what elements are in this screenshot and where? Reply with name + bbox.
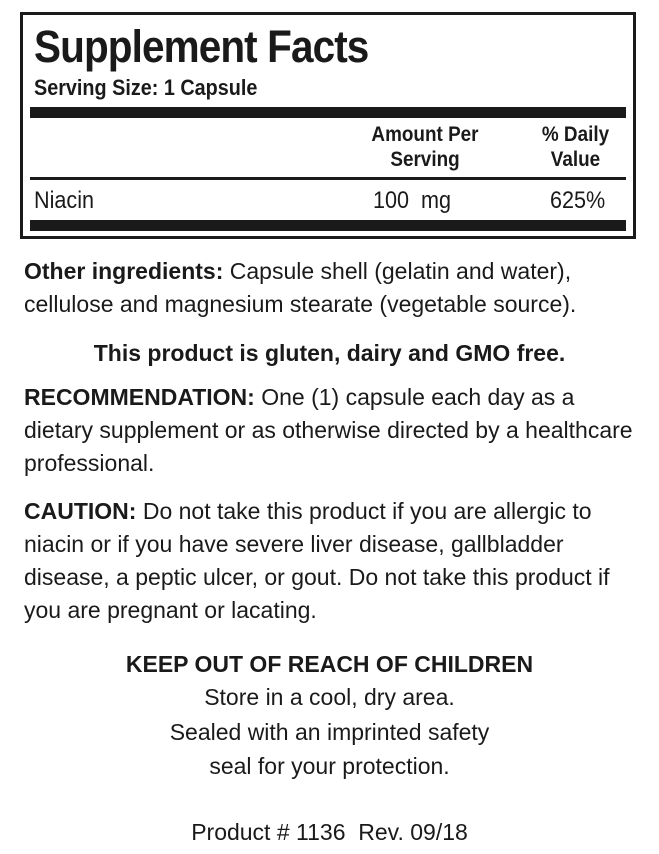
amount-unit: mg	[421, 187, 452, 214]
recommendation-text: One (1) capsule each day as a dietary supplement or as otherwise directed by a healthcare professional.	[24, 384, 633, 476]
product-number: Product # 1136 Rev. 09/18	[191, 819, 468, 845]
amount-header-line-2: Serving	[390, 148, 460, 171]
other-ingredients-text: Capsule shell (gelatin and water), cellulose and magnesium stearate (vegetable source).	[24, 258, 577, 317]
keep-out-warning: KEEP OUT OF REACH OF CHILDREN	[125, 651, 534, 677]
nutrient-amount	[373, 187, 451, 215]
caution-text: Do not take this product if you are allergic to niacin or if you have severe liver disease, gallbladder disease, a peptic ulcer, or gout. Do not take this product if you are pregnant or lacating.	[24, 498, 610, 623]
amount-header-line-1: Amount Per	[371, 123, 479, 146]
nutrient-daily-value: 625%	[550, 187, 606, 214]
thick-divider-top	[30, 107, 626, 118]
panel-title: Supplement Facts	[34, 21, 369, 72]
caution	[24, 495, 634, 627]
caution-label: CAUTION:	[24, 498, 137, 524]
thick-divider-bottom	[30, 220, 626, 231]
nutrient-name: Niacin	[34, 187, 95, 214]
dv-header-line-2: Value	[550, 148, 601, 171]
other-ingredients-label: Other ingredients:	[24, 258, 224, 284]
storage-line-2: Sealed with an imprinted safety	[169, 719, 490, 745]
storage-line-1: Store in a cool, dry area.	[204, 684, 455, 710]
daily-value-header	[533, 122, 619, 172]
amount-per-serving-header	[367, 122, 484, 172]
storage-line-3: seal for your protection.	[209, 753, 450, 779]
serving-size: Serving Size: 1 Capsule	[34, 75, 258, 100]
supplement-facts-panel	[20, 12, 636, 239]
amount-value: 100	[373, 187, 410, 214]
free-statement: This product is gluten, dairy and GMO free.	[93, 340, 566, 366]
recommendation-label: RECOMMENDATION:	[24, 384, 255, 410]
dv-header-line-1: % Daily	[541, 123, 610, 146]
thin-divider	[30, 177, 626, 180]
other-ingredients	[24, 255, 634, 321]
recommendation	[24, 381, 634, 480]
